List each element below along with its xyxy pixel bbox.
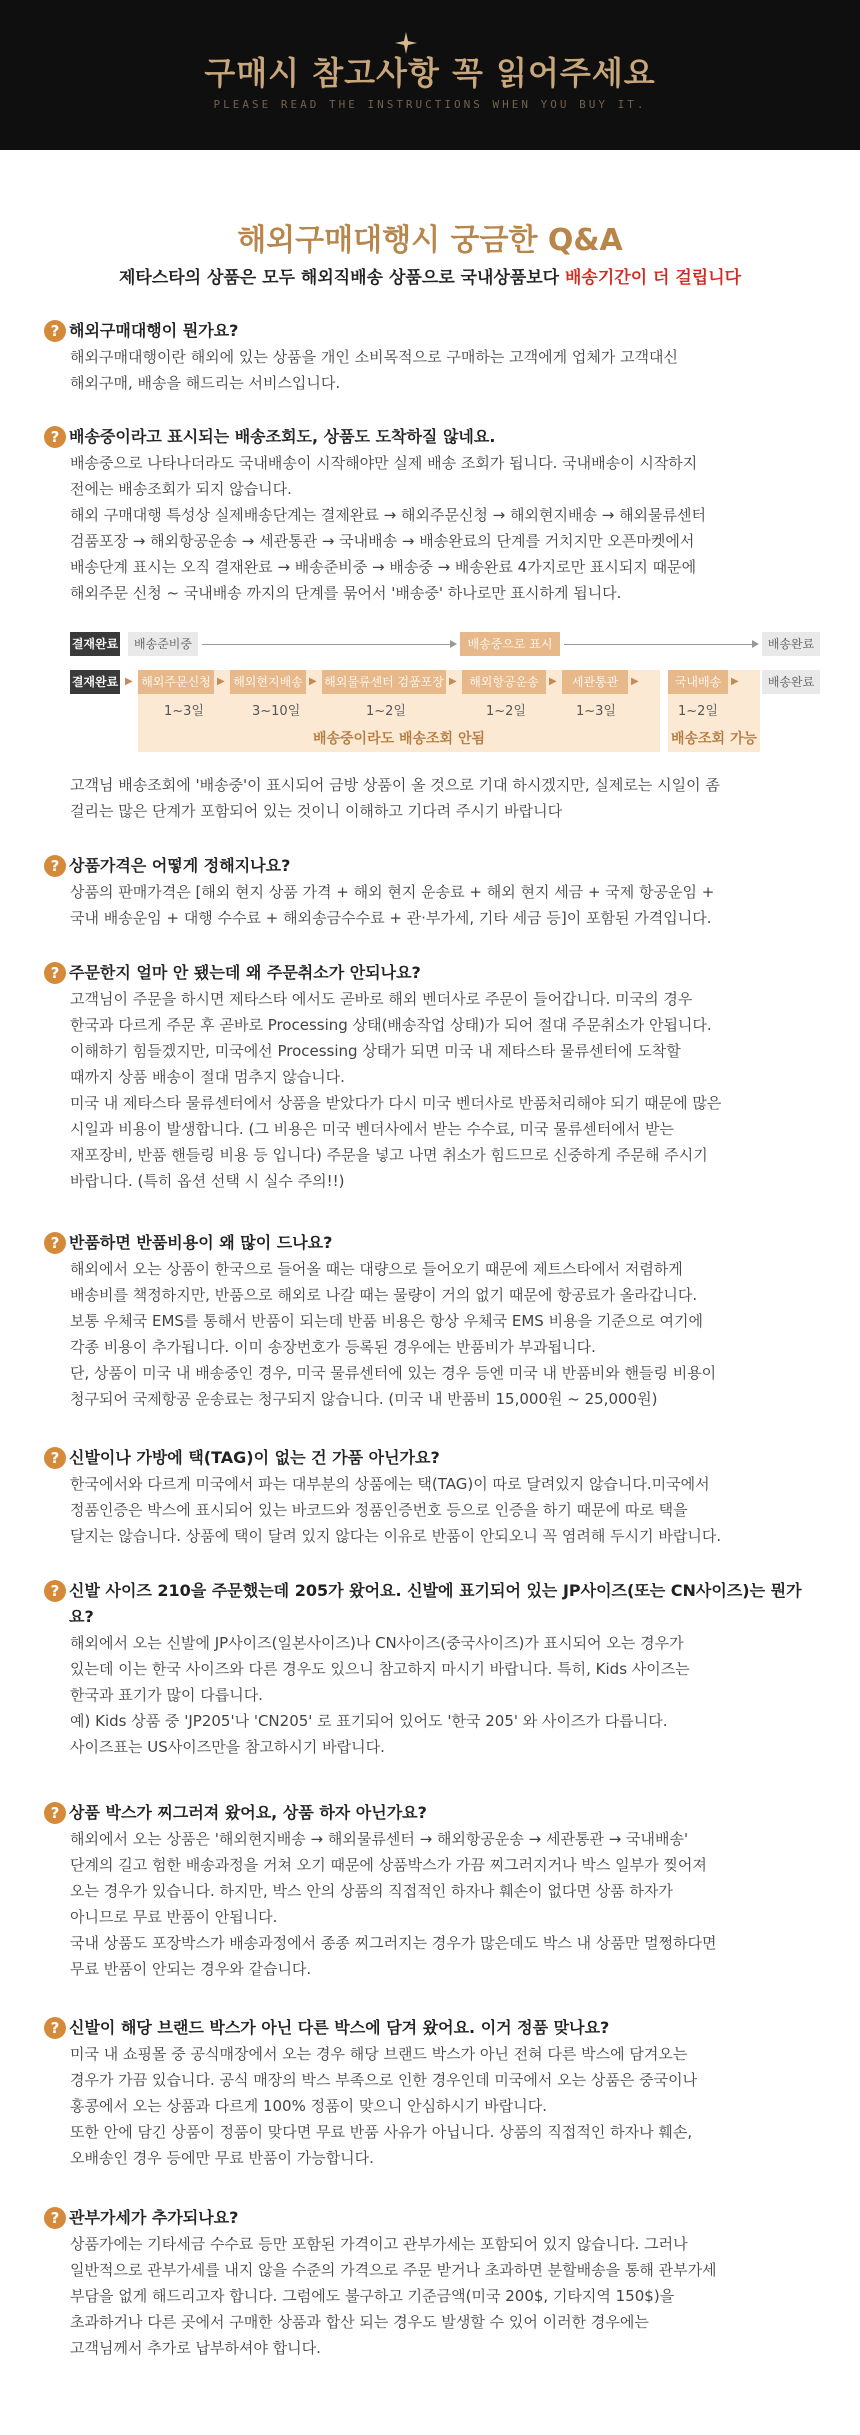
page-subtitle xyxy=(0,263,860,288)
qa-item-1 xyxy=(44,318,824,396)
arrow-icon: ▶ xyxy=(731,676,739,687)
answer-line: 미국 내 제타스타 물류센터에서 상품을 받았다가 다시 미국 벤더사로 반품처리해야 되기 때문에 많은 xyxy=(70,1094,722,1112)
stage-tag: 결재완료 xyxy=(70,670,120,694)
answer-line: 미국 내 쇼핑몰 중 공식매장에서 오는 경우 해당 브랜드 박스가 아닌 전혀 다른 박스에 담겨오는 xyxy=(70,2045,688,2063)
answer-line: 배송중으로 나타나더라도 국내배송이 시작해야만 실제 배송 조회가 됩니다. 국내배송이 시작하지 xyxy=(70,454,698,472)
banner-subtitle: PLEASE READ THE INSTRUCTIONS WHEN YOU BUY IT. xyxy=(213,98,647,111)
answer-line: 해외주문 신청 ~ 국내배송 까지의 단계를 묶어서 '배송중' 하나로만 표시하게 됩니다. xyxy=(70,584,622,602)
arrow-icon: ▶ xyxy=(449,676,457,687)
stage-tag: 배송중으로 표시 xyxy=(460,632,560,656)
arrow-icon: ▶ xyxy=(309,676,317,687)
answer-line: 오배송인 경우 등에만 무료 반품이 가능합니다. xyxy=(70,2149,374,2167)
qa-item-3 xyxy=(44,853,824,931)
answer-line: 한국과 표기가 많이 다릅니다. xyxy=(70,1686,263,1704)
stage-tag: 국내배송 xyxy=(668,670,728,694)
answer-line: 해외구매대행이란 해외에 있는 상품을 개인 소비목적으로 구매하는 고객에게 업체가 고객대신 xyxy=(70,348,679,366)
stage-tag: 배송준비중 xyxy=(128,632,198,656)
qa-item-5 xyxy=(44,1230,824,1412)
question-title: 해외구매대행이 뭔가요? xyxy=(69,321,239,340)
answer-line: 재포장비, 반품 핸들링 비용 등 입니다) 주문을 넣고 나면 취소가 힘드므로 신중하게 주문해 주시기 xyxy=(70,1146,708,1164)
answer-line: 검품포장 → 해외항공운송 → 세관통관 → 국내배송 → 배송완료의 단계를 거치지만 오픈마켓에서 xyxy=(70,532,695,550)
answer-line: 경우가 가끔 있습니다. 공식 매장의 박스 부족으로 인한 경우인데 미국에서 오는 상품은 중국이나 xyxy=(70,2071,698,2089)
answer-line: 또한 안에 담긴 상품이 정품이 맞다면 무료 반품 사유가 아닙니다. 상품의 직접적인 하자나 훼손, xyxy=(70,2123,693,2141)
answer-line: 달지는 않습니다. 상품에 택이 달려 있지 않다는 이유로 반품이 안되오니 꼭 염려해 두시기 바랍니다. xyxy=(70,1527,722,1545)
arrow-icon: ▶ xyxy=(549,676,557,687)
question-title: 신발 사이즈 210을 주문했는데 205가 왔어요. 신발에 표기되어 있는 JP사이즈(또는 CN사이즈)는 뭔가요? xyxy=(69,1581,802,1626)
question-title: 반품하면 반품비용이 왜 많이 드나요? xyxy=(69,1233,333,1252)
tracking-label: 배송조회 가능 xyxy=(670,731,758,747)
answer-line: 무료 반품이 안되는 경우와 같습니다. xyxy=(70,1960,312,1978)
question-title: 상품 박스가 찌그러져 왔어요, 상품 하자 아닌가요? xyxy=(69,1803,427,1822)
answer-line: 이해하기 힘들겠지만, 미국에선 Processing 상태가 되면 미국 내 제타스타 물류센터에 도착할 xyxy=(70,1042,681,1060)
arrow-icon xyxy=(450,640,457,648)
answer-line: 전에는 배송조회가 되지 않습니다. xyxy=(70,480,292,498)
question-icon: ? xyxy=(44,320,66,342)
answer-line: 해외에서 오는 신발에 JP사이즈(일본사이즈)나 CN사이즈(중국사이즈)가 표시되어 오는 경우가 xyxy=(70,1634,684,1652)
answer-line: 고객님께서 추가로 납부하셔야 합니다. xyxy=(70,2339,321,2357)
question-icon: ? xyxy=(44,1802,66,1824)
stage-tag: 결재완료 xyxy=(70,632,120,656)
arrow-icon xyxy=(752,640,759,648)
question-icon: ? xyxy=(44,2017,66,2039)
duration-label: 3~10일 xyxy=(252,704,301,719)
answer-line: 단계의 길고 험한 배송과정을 거쳐 오기 때문에 상품박스가 가끔 찌그러지거나 박스 일부가 찢어져 xyxy=(70,1856,707,1874)
stage-tag: 해외주문신청 xyxy=(138,670,214,694)
qa-item-10 xyxy=(44,2205,824,2361)
top-banner xyxy=(0,0,860,150)
answer-line: 상품가에는 기타세금 수수료 등만 포함된 가격이고 관부가세는 포함되어 있지 않습니다. 그러나 xyxy=(70,2235,688,2253)
qa-item-4 xyxy=(44,960,824,1194)
answer-line: 걸리는 많은 단계가 포함되어 있는 것이니 이해하고 기다려 주시기 바랍니다 xyxy=(70,802,563,820)
answer-line: 사이즈표는 US사이즈만을 참고하시기 바랍니다. xyxy=(70,1738,385,1756)
page-title: 해외구매대행시 궁금한 Q&A xyxy=(237,223,623,258)
question-icon: ? xyxy=(44,1232,66,1254)
answer-line: 국내 상품도 포장박스가 배송과정에서 종종 찌그러지는 경우가 많은데도 박스 내 상품만 멀쩡하다면 xyxy=(70,1934,717,1952)
arrow-line xyxy=(564,644,754,645)
answer-line: 청구되어 국제항공 운송료는 청구되지 않습니다. (미국 내 반품비 15,000원 ~ 25,000원) xyxy=(70,1390,658,1408)
arrow-icon: ▶ xyxy=(217,676,225,687)
answer-line: 바랍니다. (특히 옵션 선택 시 실수 주의!!) xyxy=(70,1172,345,1190)
stage-tag: 배송완료 xyxy=(762,670,820,694)
stage-tag: 해외현지배송 xyxy=(230,670,306,694)
question-icon: ? xyxy=(44,962,66,984)
question-title: 상품가격은 어떻게 정해지나요? xyxy=(69,856,291,875)
duration-label: 1~3일 xyxy=(164,704,204,719)
answer-line: 초과하거나 다른 곳에서 구매한 상품과 합산 되는 경우도 발생할 수 있어 이러한 경우에는 xyxy=(70,2313,649,2331)
answer-line: 일반적으로 관부가세를 내지 않을 수준의 가격으로 주문 받거나 초과하면 분할배송을 통해 관부가세 xyxy=(70,2261,717,2279)
answer-line: 때까지 상품 배송이 절대 멈추지 않습니다. xyxy=(70,1068,345,1086)
answer-line: 배송단계 표시는 오직 결재완료 → 배송준비중 → 배송중 → 배송완료 4가지로만 표시되지 때문에 xyxy=(70,558,697,576)
stage-tag: 해외항공운송 xyxy=(462,670,546,694)
arrow-icon: ▶ xyxy=(631,676,639,687)
answer-line: 한국과 다르게 주문 후 곧바로 Processing 상태(배송작업 상태)가 되어 절대 주문취소가 안됩니다. xyxy=(70,1016,712,1034)
question-icon: ? xyxy=(44,426,66,448)
answer-line: 한국에서와 다르게 미국에서 파는 대부분의 상품에는 택(TAG)이 따로 달려있지 않습니다.미국에서 xyxy=(70,1475,710,1493)
no-tracking-label: 배송중이라도 배송조회 안됨 xyxy=(312,731,486,747)
answer-line: 배송비를 책정하지만, 반품으로 해외로 나갈 때는 물량이 거의 없기 때문에 항공료가 올라갑니다. xyxy=(70,1286,698,1304)
duration-label: 1~2일 xyxy=(366,704,406,719)
answer-line: 해외에서 오는 상품은 '해외현지배송 → 해외물류센터 → 해외항공운송 → 세관통관 → 국내배송' xyxy=(70,1830,689,1848)
question-icon: ? xyxy=(44,1447,66,1469)
answer-line: 아니므로 무료 반품이 안됩니다. xyxy=(70,1908,278,1926)
answer-line: 해외구매, 배송을 해드리는 서비스입니다. xyxy=(70,374,341,392)
question-title: 배송중이라고 표시되는 배송조회도, 상품도 도착하질 않네요. xyxy=(69,427,496,446)
qa-item-8 xyxy=(44,1800,824,1982)
question-title: 관부가세가 추가되나요? xyxy=(69,2208,239,2227)
banner-title: 구매시 참고사항 꼭 읽어주세요 xyxy=(204,54,656,92)
answer-line: 부담을 없게 해드리고자 합니다. 그럼에도 불구하고 기준금액(미국 200$, 기타지역 150$)을 xyxy=(70,2287,675,2305)
duration-label: 1~3일 xyxy=(576,704,616,719)
subtitle-emphasis: 배송기간이 더 걸립니다 xyxy=(565,268,742,288)
arrow-line xyxy=(202,644,452,645)
qa-item-2 xyxy=(44,424,824,606)
answer-line: 단, 상품이 미국 내 배송중인 경우, 미국 물류센터에 있는 경우 등엔 미국 내 반품비와 핸들링 비용이 xyxy=(70,1364,717,1382)
answer-line: 국내 배송운임 + 대행 수수료 + 해외송금수수료 + 관·부가세, 기타 세금 등]이 포함된 가격입니다. xyxy=(70,909,712,927)
answer-line: 고객님 배송조회에 '배송중'이 표시되어 금방 상품이 올 것으로 기대 하시겠지만, 실제로는 시일이 좀 xyxy=(70,776,720,794)
answer-line: 고객님이 주문을 하시면 제타스타 에서도 곧바로 해외 벤더사로 주문이 들어갑니다. 미국의 경우 xyxy=(70,990,693,1008)
answer-line: 각종 비용이 추가됩니다. 이미 송장번호가 등록된 경우에는 반품비가 부과됩니다. xyxy=(70,1338,596,1356)
answer-line: 예) Kids 상품 중 'JP205'나 'CN205' 로 표기되어 있어도 '한국 205' 와 사이즈가 다릅니다. xyxy=(70,1712,668,1730)
answer-line: 홍콩에서 오는 상품과 다르게 100% 정품이 맞으니 안심하시기 바랍니다. xyxy=(70,2097,548,2115)
answer-line: 시일과 비용이 발생합니다. (그 비용은 미국 벤더사에서 받는 수수료, 미국 물류센터에서 받는 xyxy=(70,1120,674,1138)
duration-label: 1~2일 xyxy=(678,704,718,719)
question-icon: ? xyxy=(44,855,66,877)
answer-line: 정품인증은 박스에 표시되어 있는 바코드와 정품인증번호 등으로 인증을 하기 때문에 따로 택을 xyxy=(70,1501,688,1519)
question-title: 신발이나 가방에 택(TAG)이 없는 건 가품 아닌가요? xyxy=(69,1448,440,1467)
qa-item-9 xyxy=(44,2015,824,2171)
answer-line: 해외 구매대행 특성상 실제배송단계는 결제완료 → 해외주문신청 → 해외현지배송 → 해외물류센터 xyxy=(70,506,707,524)
answer-line: 보통 우체국 EMS를 통해서 반품이 되는데 반품 비용은 항상 우체국 EMS 비용을 기준으로 여기에 xyxy=(70,1312,704,1330)
answer-line: 해외에서 오는 상품이 한국으로 들어올 때는 대량으로 들어오기 때문에 제트스타에서 저렴하게 xyxy=(70,1260,683,1278)
question-title: 신발이 해당 브랜드 박스가 아닌 다른 박스에 담겨 왔어요. 이거 정품 맞나요? xyxy=(69,2018,610,2037)
answer-line: 오는 경우가 있습니다. 하지만, 박스 안의 상품의 직접적인 하자나 훼손이 없다면 상품 하자가 xyxy=(70,1882,673,1900)
answer-line: 상품의 판매가격은 [해외 현지 상품 가격 + 해외 현지 운송료 + 해외 현지 세금 + 국제 항공운임 + xyxy=(70,883,715,901)
arrow-icon: ▶ xyxy=(125,676,133,687)
answer-line: 있는데 이는 한국 사이즈와 다른 경우도 있으니 참고하지 마시기 바랍니다. 특히, Kids 사이즈는 xyxy=(70,1660,690,1678)
question-icon: ? xyxy=(44,2207,66,2229)
duration-label: 1~2일 xyxy=(486,704,526,719)
stage-tag: 해외물류센터 검품포장 xyxy=(322,670,446,694)
stage-tag: 배송완료 xyxy=(762,632,820,656)
qa-item-6 xyxy=(44,1445,824,1549)
stage-tag: 세관통관 xyxy=(562,670,628,694)
shipping-stage-diagram xyxy=(70,632,820,752)
question-title: 주문한지 얼마 안 됐는데 왜 주문취소가 안되나요? xyxy=(69,963,421,982)
qa-item-7 xyxy=(44,1578,824,1760)
qa-item-2-note xyxy=(44,772,824,824)
subtitle-main: 제타스타의 상품은 모두 해외직배송 상품으로 국내상품보다 xyxy=(118,268,565,288)
question-icon: ? xyxy=(44,1580,66,1602)
